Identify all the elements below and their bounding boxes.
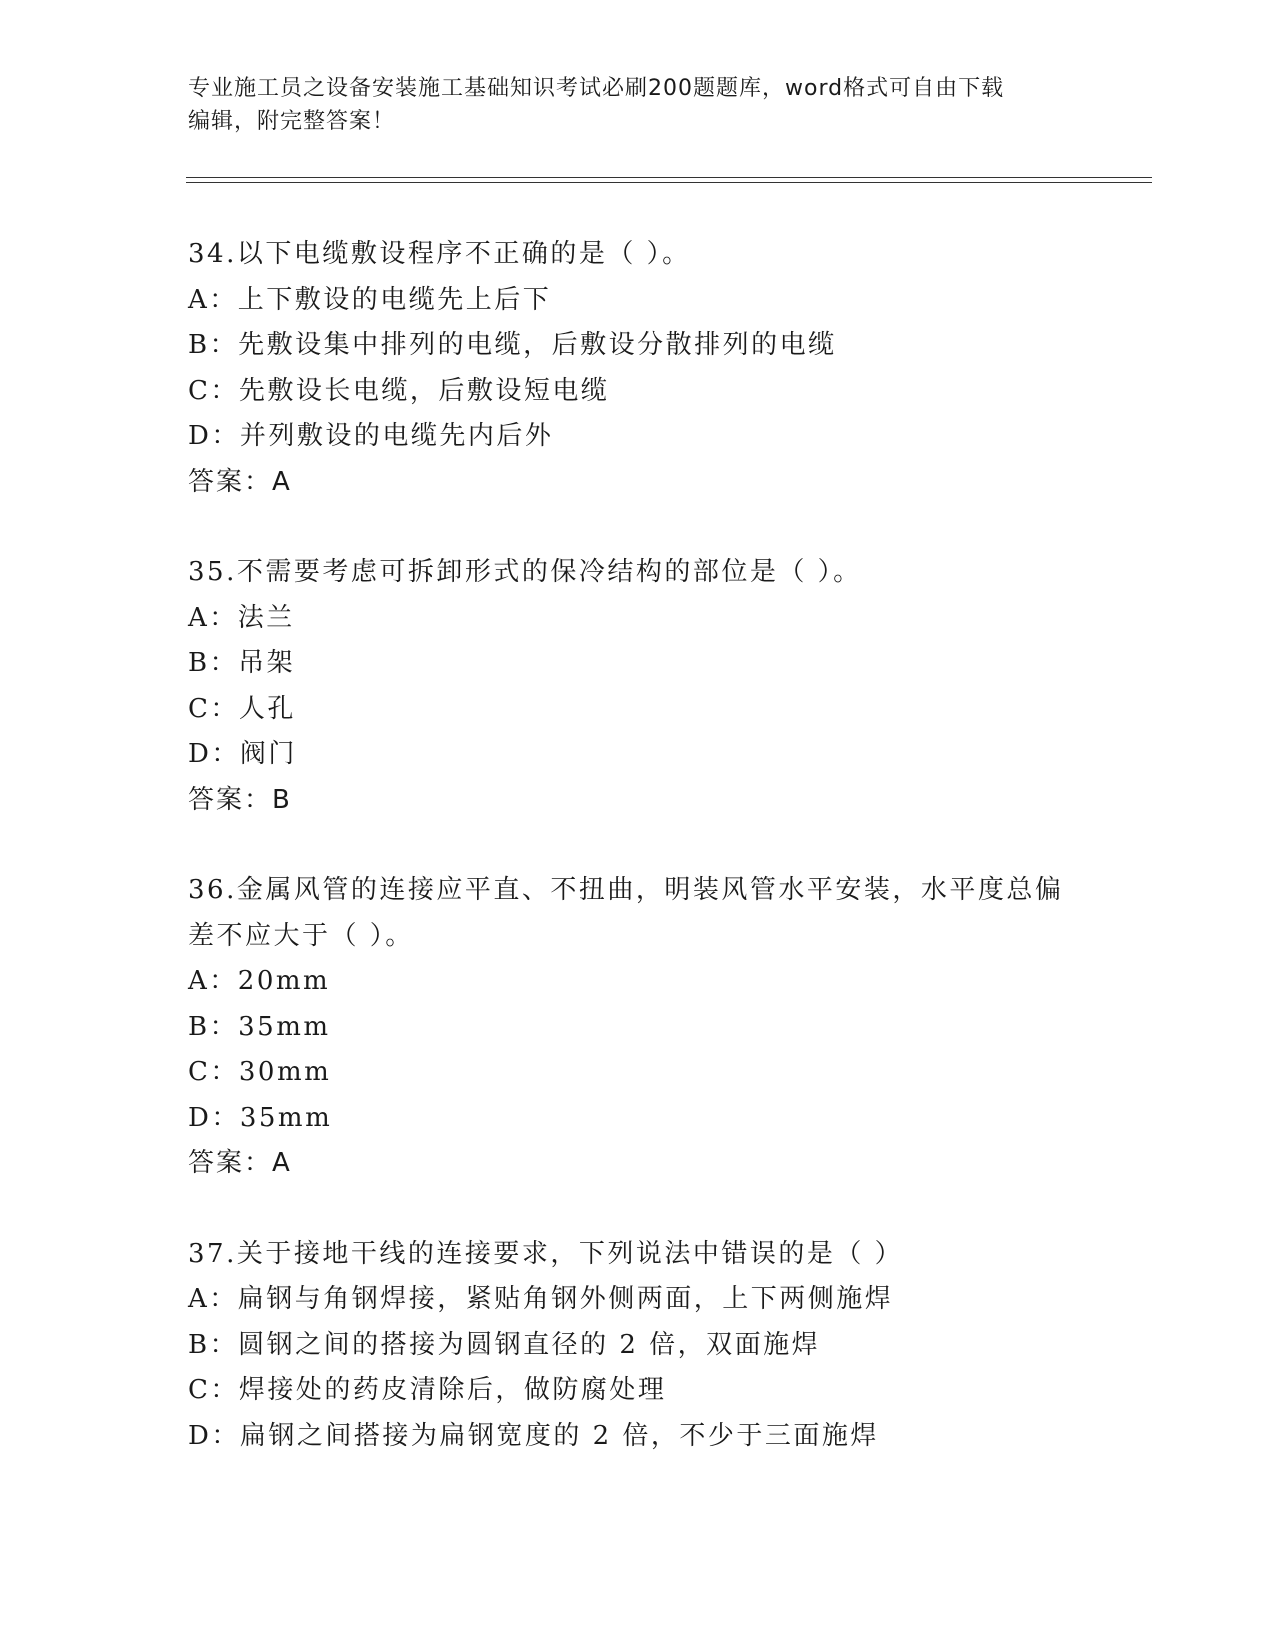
question-stem xyxy=(188,232,1108,278)
option-d: D：35mm xyxy=(188,1102,333,1133)
stem-line: 差不应大于（ ）。 xyxy=(188,920,414,951)
option-c: C：人孔 xyxy=(188,693,296,724)
option-a: A：扁钢与角钢焊接，紧贴角钢外侧两面，上下两侧施焊 xyxy=(188,1284,894,1314)
option-c: C：先敷设长电缆，后敷设短电缆 xyxy=(188,375,610,406)
option-a: A：上下敷设的电缆先上后下 xyxy=(188,284,552,315)
option-b: B：吊架 xyxy=(188,648,296,678)
question-34 xyxy=(188,232,1108,505)
question-list xyxy=(188,232,1108,1504)
question-36 xyxy=(188,868,1108,1187)
header-line-1: 专业施工员之设备安装施工基础知识考试必刷200题题库，word格式可自由下载 xyxy=(188,76,1005,101)
option-b: B：圆钢之间的搭接为圆钢直径的 2 倍，双面施焊 xyxy=(188,1329,821,1360)
question-37 xyxy=(188,1232,1108,1460)
answer-line: 答案：A xyxy=(188,466,292,497)
header-divider-bottom xyxy=(186,182,1152,183)
option-a: A：法兰 xyxy=(188,602,295,633)
option-b: B：35mm xyxy=(188,1011,331,1042)
answer-line: 答案：B xyxy=(188,784,292,815)
stem-line: 37.关于接地干线的连接要求，下列说法中错误的是（ ） xyxy=(188,1238,904,1269)
document-header xyxy=(188,72,1088,138)
answer-line: 答案：A xyxy=(188,1148,292,1178)
stem-line: 36.金属风管的连接应平直、不扭曲，明装风管水平安装，水平度总偏 xyxy=(188,875,1064,905)
question-stem xyxy=(188,550,1108,596)
question-stem xyxy=(188,868,1108,959)
option-d: D：阀门 xyxy=(188,739,297,769)
stem-line: 35.不需要考虑可拆卸形式的保冷结构的部位是（ ）。 xyxy=(188,557,862,587)
header-line-2: 编辑，附完整答案！ xyxy=(188,109,396,134)
question-stem xyxy=(188,1232,1108,1278)
option-c: C：焊接处的药皮清除后，做防腐处理 xyxy=(188,1375,667,1405)
option-c: C：30mm xyxy=(188,1057,332,1087)
option-d: D：并列敷设的电缆先内后外 xyxy=(188,421,554,451)
header-divider-top xyxy=(186,177,1152,178)
option-a: A：20mm xyxy=(188,966,331,996)
option-b: B：先敷设集中排列的电缆，后敷设分散排列的电缆 xyxy=(188,330,837,360)
option-d: D：扁钢之间搭接为扁钢宽度的 2 倍，不少于三面施焊 xyxy=(188,1420,879,1451)
question-35 xyxy=(188,550,1108,823)
stem-line: 34.以下电缆敷设程序不正确的是（ ）。 xyxy=(188,239,691,269)
